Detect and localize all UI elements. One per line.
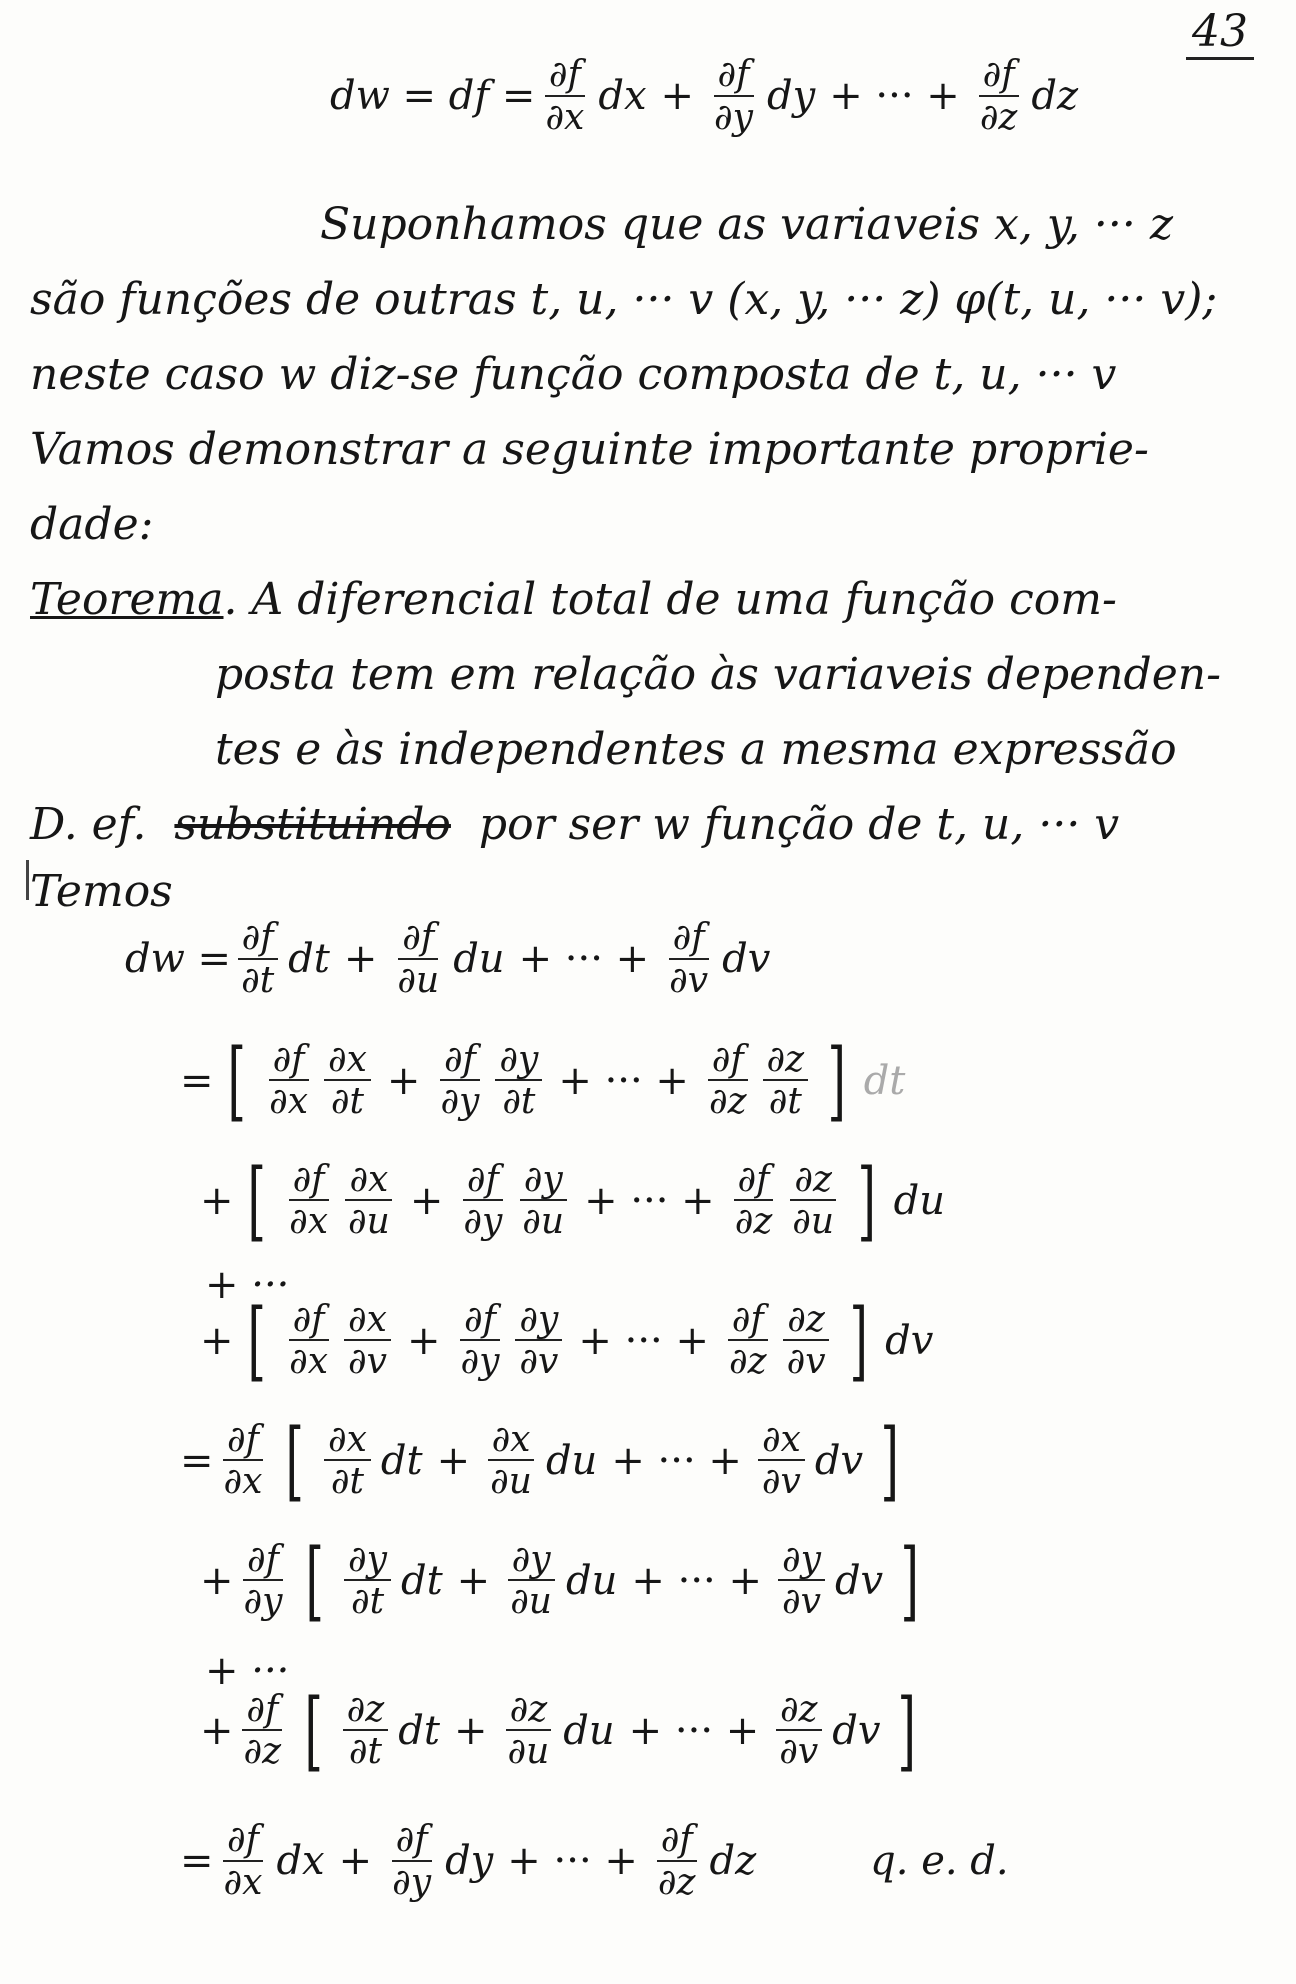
text-line-5: dade: bbox=[30, 499, 154, 550]
text-line-10: Temos bbox=[30, 866, 173, 917]
derivation-row-5: = $\frac{\partial f}{\partial x}$ [ $\frac{\partial x}{\partial t}$ dt + $\frac{\partial x}{\partial u}$ du + ··· + $\frac{\partial x}{\partial v}$ dv ] bbox=[180, 1411, 900, 1511]
theorem-text: . A diferencial total de uma função com- bbox=[223, 574, 1117, 625]
text-line-8: tes e às independentes a mesma expressão bbox=[215, 724, 1177, 775]
fraction: $\frac{\partial f}{\partial z}$ bbox=[979, 54, 1018, 138]
derivation-row-1: dw = $\frac{\partial f}{\partial t}$ dt + $\frac{\partial f}{\partial u}$ du + ··· + $\frac{\partial f}{\partial v}$ dv bbox=[125, 917, 771, 1001]
theorem-label: Teorema bbox=[30, 574, 224, 625]
differential: dz bbox=[1031, 73, 1079, 120]
page-number: 43 bbox=[1186, 6, 1254, 60]
text-line-1: Suponhamos que as variaveis x, y, ··· z bbox=[320, 199, 1174, 250]
text-line-2: são funções de outras t, u, ··· v (x, y, ··· z) φ(t, u, ··· v); bbox=[30, 274, 1218, 325]
qed-mark: q. e. d. bbox=[870, 1838, 1009, 1885]
theorem-statement bbox=[30, 570, 1117, 630]
derivation-row-7: + $\frac{\partial f}{\partial z}$ [ $\frac{\partial z}{\partial t}$ dt + $\frac{\partial z}{\partial u}$ du + ··· + $\frac{\partial z}{\partial v}$ dv ] bbox=[200, 1681, 917, 1781]
derivation-row-4: + [ $\frac{\partial f}{\partial x}$ $\frac{\partial x}{\partial v}$ + $\frac{\partial f}{\partial y}$ $\frac{\partial y}{\partial v}$ + ··· + $\frac{\partial f}{\partial z}$ $\frac{\partial z}{\partial v}$ ] dv bbox=[200, 1291, 934, 1391]
derivation-row-8: = $\frac{\partial f}{\partial x}$ dx + $\frac{\partial f}{\partial y}$ dy + ··· + $\frac{\partial f}{\partial z}$ dz q. e. d. bbox=[180, 1819, 1009, 1903]
equation-top: dw = df = $\frac{\partial f}{\partial x}$ dx + $\frac{\partial f}{\partial y}$ dy + ··· + $\frac{\partial f}{\partial z}$ dz bbox=[330, 54, 1079, 138]
fraction: $\frac{\partial f}{\partial u}$ bbox=[397, 917, 440, 1001]
fraction: $\frac{\partial f}{\partial t}$ bbox=[237, 918, 278, 1001]
row-dots: + ··· bbox=[205, 1648, 290, 1694]
eq-top-lhs: dw = df = bbox=[330, 73, 536, 120]
text-line-9-rest: por ser w função de t, u, ··· v bbox=[478, 799, 1120, 850]
fraction: $\frac{\partial f}{\partial x}$ bbox=[545, 54, 585, 138]
derivation-row-3: + [ $\frac{\partial f}{\partial x}$ $\frac{\partial x}{\partial u}$ + $\frac{\partial f}{\partial y}$ $\frac{\partial y}{\partial u}$ + ··· + $\frac{\partial f}{\partial z}$ $\frac{\partial z}{\partial u}$ ] du bbox=[200, 1151, 946, 1251]
def-abbrev: D. ef. bbox=[30, 799, 147, 850]
differential: dy bbox=[767, 73, 816, 120]
derivation-row-6: + $\frac{\partial f}{\partial y}$ [ $\frac{\partial y}{\partial t}$ dt + $\frac{\partial y}{\partial u}$ du + ··· + $\frac{\partial y}{\partial v}$ dv ] bbox=[200, 1531, 920, 1631]
fraction: $\frac{\partial f}{\partial y}$ bbox=[714, 54, 753, 138]
margin-mark bbox=[26, 860, 29, 900]
text-line-4: Vamos demonstrar a seguinte importante proprie- bbox=[30, 424, 1149, 475]
derivation-row-2: = [ $\frac{\partial f}{\partial x}$ $\frac{\partial x}{\partial t}$ + $\frac{\partial f}{\partial y}$ $\frac{\partial y}{\partial t}$ + ··· + $\frac{\partial f}{\partial z}$ $\frac{\partial z}{\partial t}$ ] dt bbox=[180, 1031, 906, 1131]
text-line-3: neste caso w diz-se função composta de t, u, ··· v bbox=[30, 349, 1117, 400]
fraction: $\frac{\partial f}{\partial v}$ bbox=[669, 917, 709, 1001]
struck-word: substituindo bbox=[174, 799, 451, 850]
row-dots: + ··· bbox=[205, 1262, 290, 1308]
differential: dx bbox=[598, 73, 647, 120]
text-line-7: posta tem em relação às variaveis dependen- bbox=[215, 649, 1221, 700]
text-line-9 bbox=[30, 795, 1119, 855]
